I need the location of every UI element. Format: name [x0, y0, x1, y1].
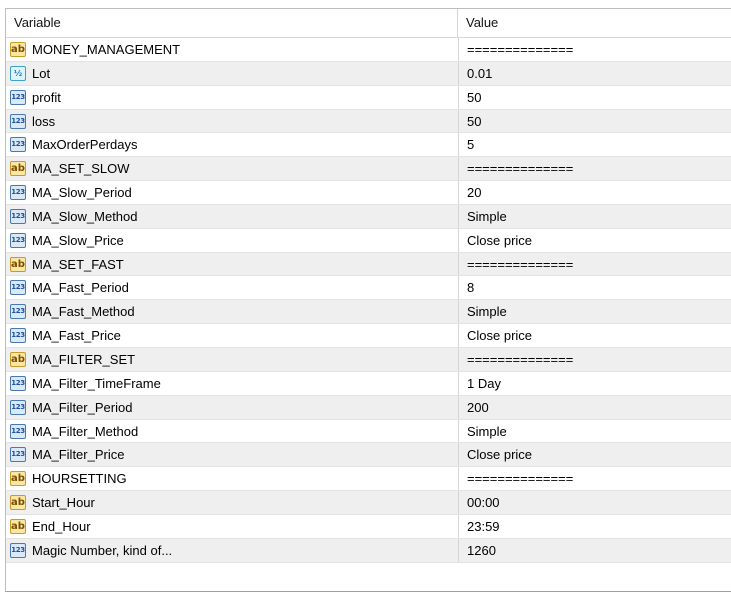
variable-name: MA_Slow_Period	[32, 185, 132, 201]
table-row[interactable]	[6, 467, 731, 491]
variable-name: MA_SET_FAST	[32, 256, 124, 272]
variable-name: MA_Fast_Period	[32, 280, 129, 296]
integer-type-icon: 123	[10, 400, 26, 415]
table-row[interactable]	[6, 205, 731, 229]
variable-name: MaxOrderPerdays	[32, 137, 138, 153]
variable-value[interactable]: 1 Day	[467, 375, 501, 391]
variable-value[interactable]: ==============	[467, 161, 574, 177]
variable-name: MA_Filter_Method	[32, 423, 139, 439]
value-cell[interactable]	[458, 253, 731, 276]
variable-name: MONEY_MANAGEMENT	[32, 42, 181, 57]
variable-value[interactable]: 200	[467, 399, 489, 415]
variable-name: HOURSETTING	[32, 471, 127, 487]
value-cell[interactable]	[458, 491, 731, 514]
integer-type-icon: 123	[10, 209, 26, 224]
string-type-icon: ab	[11, 473, 25, 485]
variable-name: Start_Hour	[32, 495, 95, 511]
variable-cell[interactable]	[6, 467, 457, 490]
integer-type-icon: 123	[10, 280, 26, 295]
variable-name: MA_Filter_TimeFrame	[32, 375, 161, 391]
value-cell[interactable]	[458, 396, 731, 419]
integer-type-icon: 123	[10, 304, 26, 319]
value-cell[interactable]	[458, 62, 731, 85]
integer-type-icon: 123	[10, 233, 26, 248]
variable-name: MA_Fast_Price	[32, 328, 121, 344]
value-cell[interactable]	[458, 133, 731, 156]
variable-value[interactable]: 0.01	[467, 65, 493, 81]
inputs-grid	[5, 8, 731, 592]
table-row[interactable]	[6, 253, 731, 277]
variable-cell[interactable]	[6, 443, 457, 466]
value-cell[interactable]	[458, 539, 731, 562]
value-cell[interactable]	[458, 181, 731, 204]
variable-cell[interactable]	[6, 396, 457, 419]
string-type-icon: ab	[11, 163, 25, 175]
grid-header	[6, 9, 731, 38]
variable-cell[interactable]	[6, 205, 457, 228]
string-type-icon: ab	[11, 353, 25, 365]
double-type-icon: ½	[10, 66, 26, 81]
variable-name: profit	[32, 89, 61, 105]
variable-name: MA_Slow_Price	[32, 232, 124, 248]
value-cell[interactable]	[458, 110, 731, 133]
table-row[interactable]	[6, 110, 731, 134]
grid-rows	[6, 38, 731, 563]
variable-name: MA_SET_SLOW	[32, 161, 130, 177]
table-row[interactable]	[6, 181, 731, 205]
value-cell[interactable]	[458, 276, 731, 299]
variable-cell[interactable]	[6, 348, 457, 371]
variable-cell[interactable]	[6, 133, 457, 156]
variable-cell[interactable]	[6, 62, 457, 85]
integer-type-icon: 123	[10, 137, 26, 152]
variable-cell[interactable]	[6, 420, 457, 443]
table-row[interactable]	[6, 229, 731, 253]
table-row[interactable]	[6, 348, 731, 372]
variable-value[interactable]: 5	[467, 137, 475, 153]
table-row[interactable]	[6, 396, 731, 420]
integer-type-icon: 123	[10, 114, 26, 129]
variable-cell[interactable]	[6, 324, 457, 347]
table-row[interactable]	[6, 86, 731, 110]
variable-value[interactable]: 50	[467, 89, 482, 105]
table-row[interactable]	[6, 491, 731, 515]
value-cell[interactable]	[458, 420, 731, 443]
value-cell[interactable]	[458, 372, 731, 395]
table-row[interactable]	[6, 420, 731, 444]
variable-cell[interactable]	[6, 38, 457, 61]
variable-name: MA_Slow_Method	[32, 208, 138, 224]
value-cell[interactable]	[458, 443, 731, 466]
integer-type-icon: 123	[10, 424, 26, 439]
variable-name: MA_Fast_Method	[32, 304, 135, 320]
table-row[interactable]	[6, 372, 731, 396]
table-row[interactable]	[6, 276, 731, 300]
variable-value[interactable]: Close price	[467, 447, 533, 463]
variable-value[interactable]: 1260	[467, 542, 496, 558]
variable-name: Lot	[32, 65, 51, 81]
integer-type-icon: 123	[10, 90, 26, 105]
variable-value[interactable]: 23:59	[467, 518, 500, 534]
string-type-icon: ab	[11, 520, 25, 532]
table-row[interactable]	[6, 62, 731, 86]
variable-cell[interactable]	[6, 491, 457, 514]
value-cell[interactable]	[458, 467, 731, 490]
table-row[interactable]	[6, 157, 731, 181]
variable-cell[interactable]	[6, 372, 457, 395]
variable-name: MA_Filter_Period	[32, 399, 133, 415]
table-row[interactable]	[6, 324, 731, 348]
variable-cell[interactable]	[6, 157, 457, 180]
column-header-value[interactable]: Value	[466, 15, 499, 30]
value-cell[interactable]	[458, 324, 731, 347]
string-type-icon: ab	[11, 44, 25, 55]
table-row[interactable]	[6, 443, 731, 467]
integer-type-icon: 123	[10, 185, 26, 200]
variable-value[interactable]: 00:00	[467, 495, 500, 511]
variable-value[interactable]: 20	[467, 185, 482, 201]
table-row[interactable]	[6, 38, 731, 62]
variable-cell[interactable]	[6, 229, 457, 252]
variable-value[interactable]: Close price	[467, 328, 533, 344]
value-cell[interactable]	[458, 157, 731, 180]
value-cell[interactable]	[458, 515, 731, 538]
value-cell[interactable]	[458, 86, 731, 109]
integer-type-icon: 123	[10, 328, 26, 343]
variable-cell[interactable]	[6, 253, 457, 276]
variable-cell[interactable]	[6, 86, 457, 109]
variable-cell[interactable]	[6, 181, 457, 204]
column-header-variable[interactable]: Variable	[14, 15, 61, 30]
variable-name: Magic Number, kind of...	[32, 542, 173, 558]
value-cell[interactable]	[458, 229, 731, 252]
variable-value[interactable]: ==============	[467, 42, 574, 57]
table-row[interactable]	[6, 133, 731, 157]
table-row[interactable]	[6, 300, 731, 324]
value-cell[interactable]	[458, 348, 731, 371]
variable-cell[interactable]	[6, 300, 457, 323]
variable-value[interactable]: ==============	[467, 471, 574, 487]
variable-cell[interactable]	[6, 276, 457, 299]
table-row[interactable]	[6, 515, 731, 539]
variable-value[interactable]: 50	[467, 113, 482, 129]
string-type-icon: ab	[11, 497, 25, 509]
integer-type-icon: 123	[10, 543, 26, 558]
variable-value[interactable]: ==============	[467, 351, 574, 367]
variable-name: End_Hour	[32, 518, 91, 534]
variable-value[interactable]: ==============	[467, 256, 574, 272]
column-divider[interactable]	[457, 9, 458, 37]
integer-type-icon: 123	[10, 376, 26, 391]
variable-value[interactable]: Close price	[467, 232, 533, 248]
variable-value[interactable]: Simple	[467, 423, 507, 439]
variable-value[interactable]: Simple	[467, 304, 507, 320]
table-row[interactable]	[6, 539, 731, 563]
variable-name: loss	[32, 113, 56, 129]
variable-cell[interactable]	[6, 515, 457, 538]
integer-type-icon: 123	[10, 447, 26, 462]
variable-value[interactable]: Simple	[467, 208, 507, 224]
string-type-icon: ab	[11, 258, 25, 270]
value-cell[interactable]	[458, 205, 731, 228]
variable-cell[interactable]	[6, 110, 457, 133]
variable-cell[interactable]	[6, 539, 457, 562]
value-cell[interactable]	[458, 38, 731, 61]
variable-name: MA_FILTER_SET	[32, 351, 136, 367]
variable-name: MA_Filter_Price	[32, 447, 125, 463]
value-cell[interactable]	[458, 300, 731, 323]
variable-value[interactable]: 8	[467, 280, 475, 296]
